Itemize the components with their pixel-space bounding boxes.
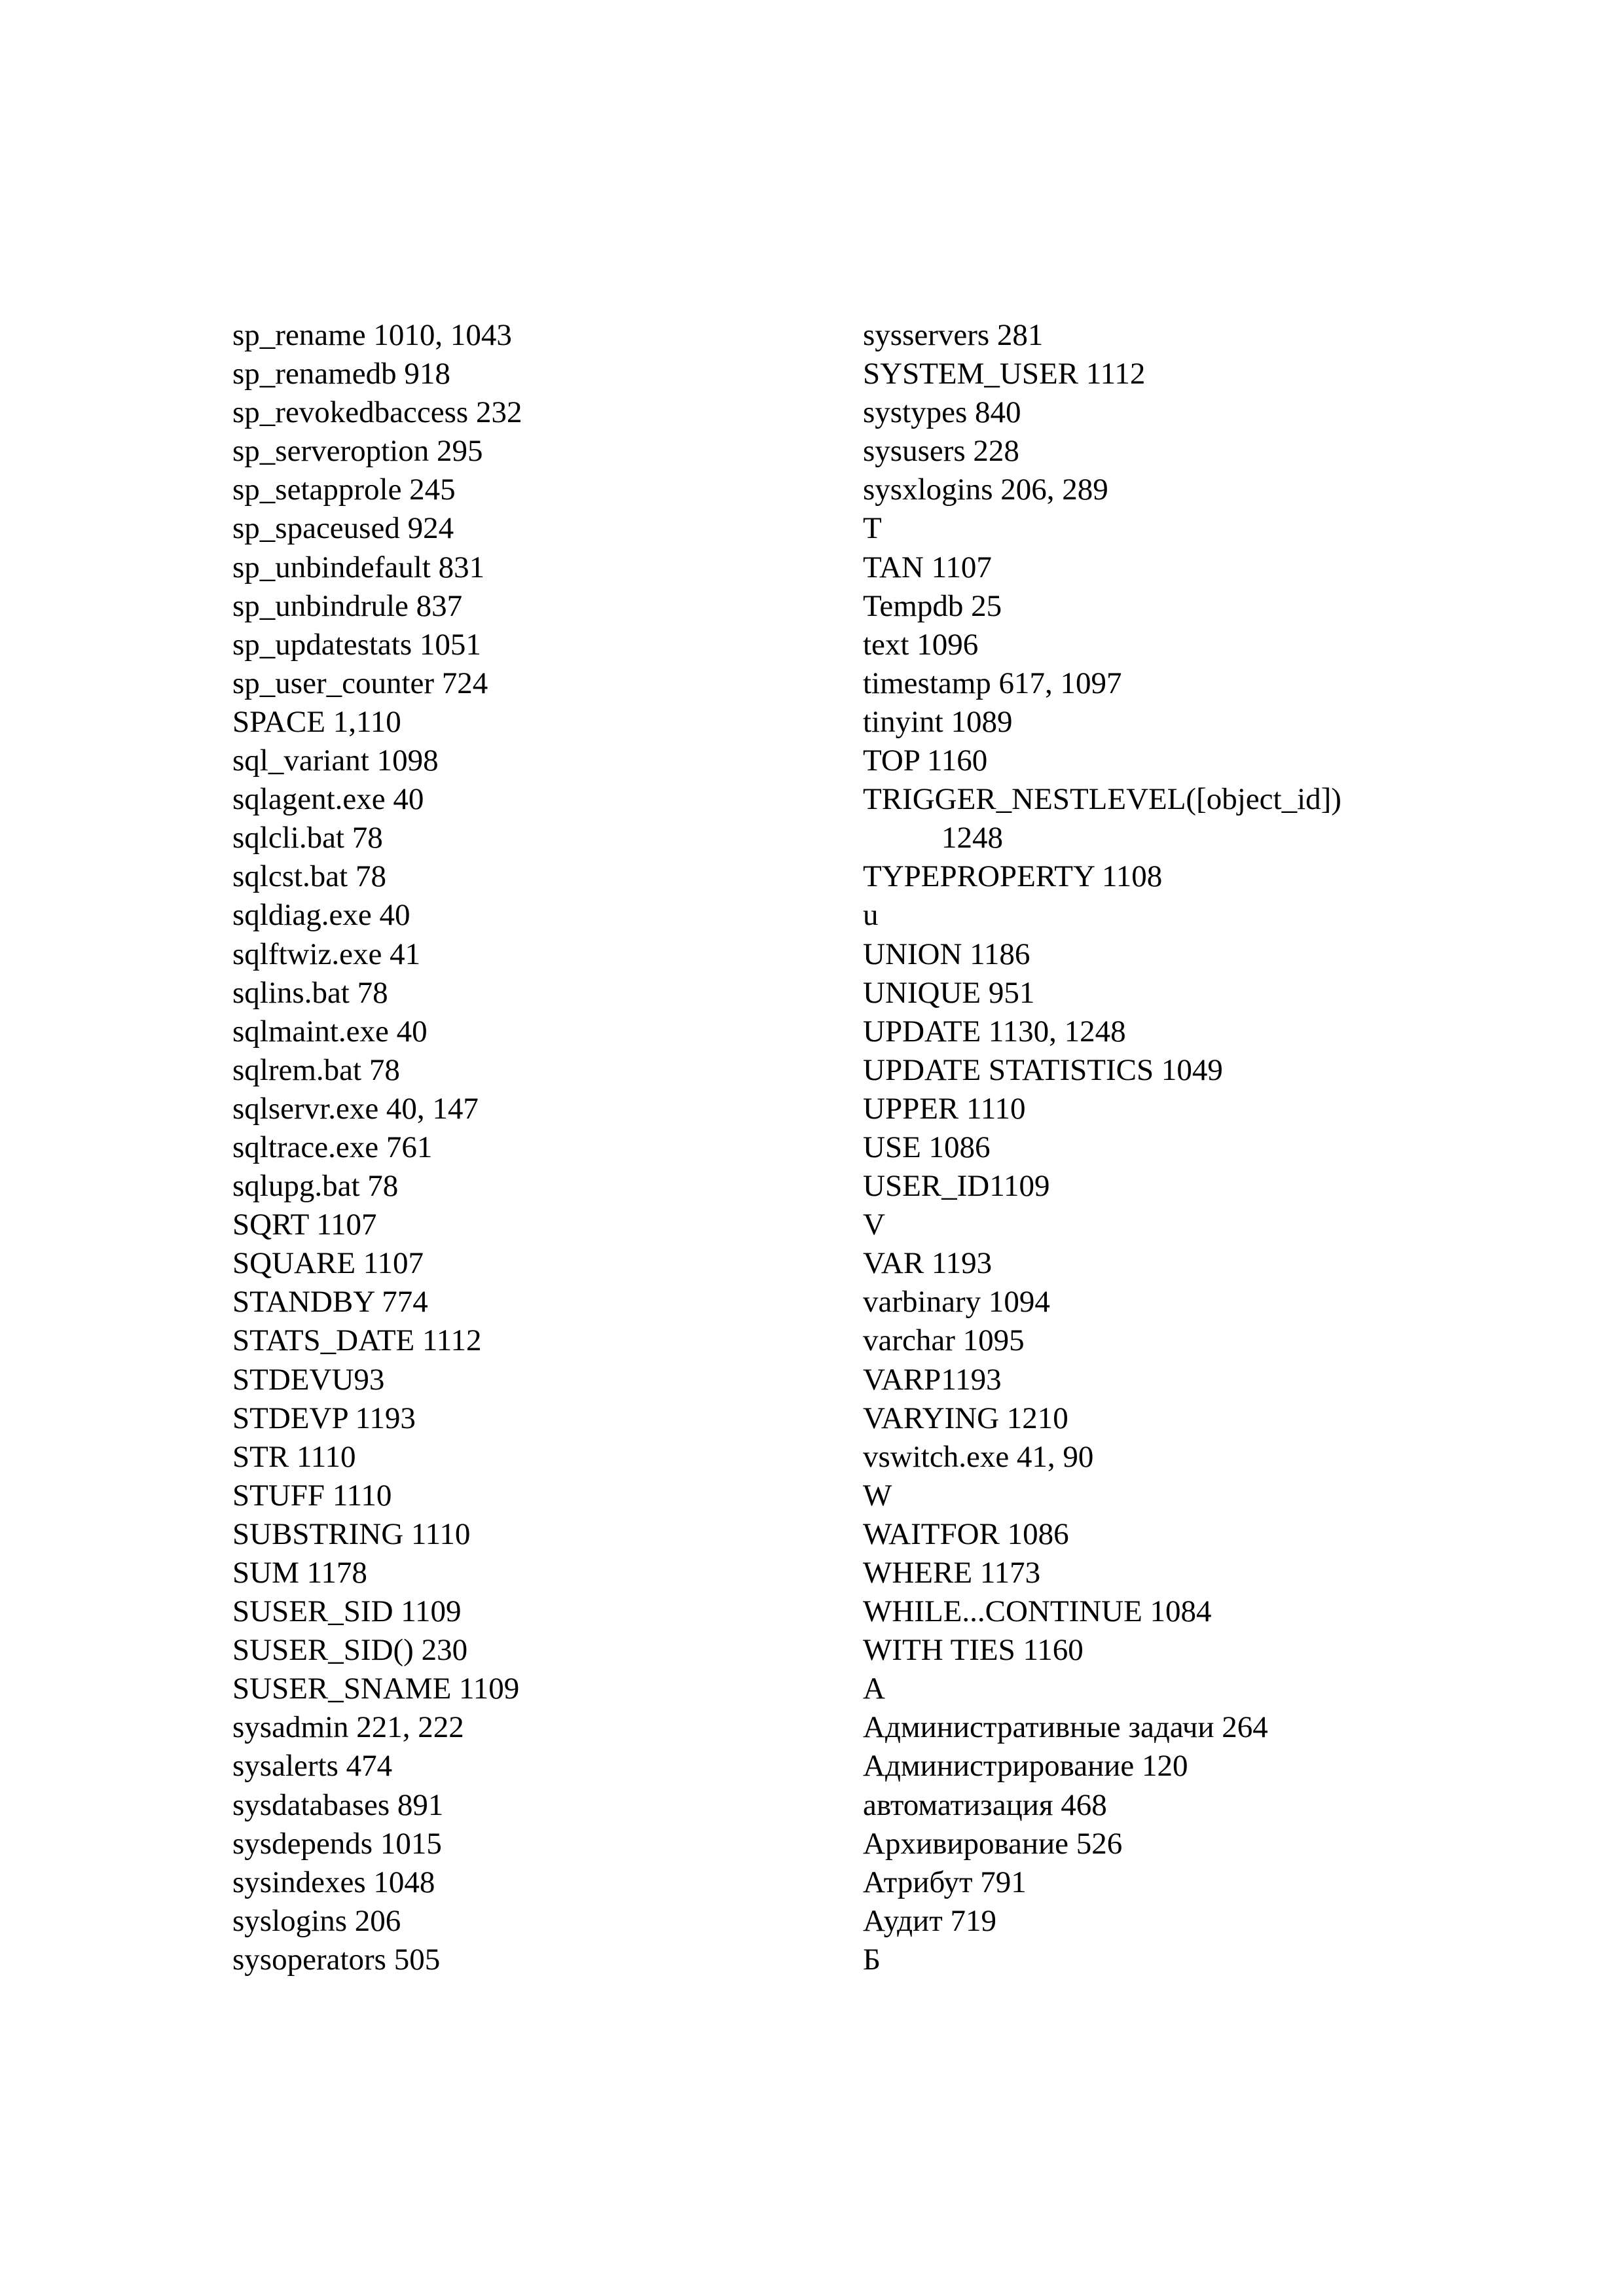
index-entry: SQRT 1107	[232, 1208, 377, 1242]
index-entry: systypes 840	[863, 395, 1021, 430]
index-entry: VARP1193	[863, 1362, 1002, 1397]
index-entry: SUSER_SNAME 1109	[232, 1672, 520, 1706]
index-entry: STDEVP 1193	[232, 1401, 416, 1435]
index-entry: SUM 1178	[232, 1556, 367, 1590]
index-entry: sp_revokedbaccess 232	[232, 395, 522, 430]
index-letter-heading: u	[863, 898, 879, 933]
index-entry: sqlmaint.exe 40	[232, 1014, 428, 1049]
index-entry: sysdatabases 891	[232, 1787, 444, 1822]
index-entry: sp_renamedb 918	[232, 357, 450, 391]
index-letter-heading: Б	[863, 1942, 881, 1977]
index-entry: sysservers 281	[863, 318, 1044, 352]
index-entry: TAN 1107	[863, 550, 992, 584]
index-entry: sqlservr.exe 40, 147	[232, 1091, 479, 1126]
index-entry: sysadmin 221, 222	[232, 1710, 464, 1745]
index-entry: SUSER_SID() 230	[232, 1633, 468, 1668]
index-entry: UPDATE 1130, 1248	[863, 1014, 1126, 1049]
index-entry: syslogins 206	[232, 1903, 401, 1938]
index-column-right	[863, 316, 1518, 1979]
index-entry: SQUARE 1107	[232, 1246, 424, 1281]
index-entry: STR 1110	[232, 1439, 356, 1474]
index-entry: sqlcli.bat 78	[232, 821, 383, 855]
index-entry: TYPEPROPERTY 1108	[863, 859, 1163, 894]
index-entry: WHILE...CONTINUE 1084	[863, 1594, 1212, 1629]
index-entry: SYSTEM_USER 1112	[863, 357, 1146, 391]
index-entry: sqlupg.bat 78	[232, 1169, 399, 1204]
index-entry: sqlins.bat 78	[232, 975, 388, 1010]
index-entry: UNION 1186	[863, 937, 1030, 971]
index-entry: SPACE 1,110	[232, 704, 401, 739]
index-entry: USE 1086	[863, 1130, 991, 1164]
index-entry: sqlcst.bat 78	[232, 859, 386, 894]
index-entry: sp_spaceused 924	[232, 511, 454, 546]
index-entry: Tempdb 25	[863, 588, 1002, 623]
index-entry: USER_ID1109	[863, 1169, 1050, 1204]
index-entry: Архивирование 526	[863, 1826, 1123, 1861]
index-entry-continuation: 1248	[941, 821, 1003, 855]
index-entry: UPDATE STATISTICS 1049	[863, 1052, 1223, 1087]
index-entry: STDEVU93	[232, 1362, 385, 1397]
index-entry: sysxlogins 206, 289	[863, 473, 1108, 507]
index-entry: tinyint 1089	[863, 704, 1013, 739]
index-entry: sql_variant 1098	[232, 744, 439, 778]
index-entry: sp_serveroption 295	[232, 434, 483, 469]
index-entry: sp_user_counter 724	[232, 666, 488, 700]
index-entry: sp_rename 1010, 1043	[232, 318, 512, 352]
index-entry: sysdepends 1015	[232, 1826, 442, 1861]
index-entry: sysoperators 505	[232, 1942, 441, 1977]
index-entry: vswitch.exe 41, 90	[863, 1439, 1094, 1474]
index-letter-heading: V	[863, 1208, 885, 1242]
index-entry: sysindexes 1048	[232, 1865, 435, 1899]
index-entry: text 1096	[863, 627, 979, 662]
index-entry: Административные задачи 264	[863, 1710, 1268, 1745]
index-entry: STATS_DATE 1112	[232, 1323, 482, 1358]
index-entry: SUSER_SID 1109	[232, 1594, 462, 1629]
index-entry: sqlrem.bat 78	[232, 1052, 400, 1087]
index-entry: sysalerts 474	[232, 1749, 393, 1784]
index-entry: sqlftwiz.exe 41	[232, 937, 421, 971]
index-entry: VAR 1193	[863, 1246, 993, 1281]
index-entry: STUFF 1110	[232, 1478, 392, 1513]
index-entry: varchar 1095	[863, 1323, 1025, 1358]
index-entry: sp_unbindrule 837	[232, 588, 463, 623]
index-entry: sp_setapprole 245	[232, 473, 456, 507]
index-entry: WAITFOR 1086	[863, 1516, 1069, 1551]
index-column-left	[232, 316, 822, 1979]
index-entry: sysusers 228	[863, 434, 1019, 469]
index-entry: Атрибут 791	[863, 1865, 1027, 1899]
index-entry: WITH TIES 1160	[863, 1633, 1084, 1668]
index-entry: STANDBY 774	[232, 1285, 428, 1319]
index-entry: TRIGGER_NESTLEVEL([object_id])	[863, 782, 1341, 817]
index-entry: Администрирование 120	[863, 1749, 1188, 1784]
index-entry: sp_updatestats 1051	[232, 627, 481, 662]
index-entry: sqlagent.exe 40	[232, 782, 424, 817]
index-entry: sqldiag.exe 40	[232, 898, 410, 933]
index-entry: UPPER 1110	[863, 1091, 1026, 1126]
index-letter-heading: T	[863, 511, 882, 546]
index-entry: sp_unbindefault 831	[232, 550, 485, 584]
index-entry: UNIQUE 951	[863, 975, 1035, 1010]
index-entry: timestamp 617, 1097	[863, 666, 1122, 700]
index-entry: WHERE 1173	[863, 1556, 1041, 1590]
index-entry: SUBSTRING 1110	[232, 1516, 471, 1551]
index-entry: varbinary 1094	[863, 1285, 1050, 1319]
index-letter-heading: W	[863, 1478, 892, 1513]
index-entry: sqltrace.exe 761	[232, 1130, 433, 1164]
index-entry: VARYING 1210	[863, 1401, 1068, 1435]
index-entry: TOP 1160	[863, 744, 988, 778]
index-letter-heading: А	[863, 1672, 885, 1706]
index-entry: автоматизация 468	[863, 1787, 1107, 1822]
index-entry: Аудит 719	[863, 1903, 996, 1938]
